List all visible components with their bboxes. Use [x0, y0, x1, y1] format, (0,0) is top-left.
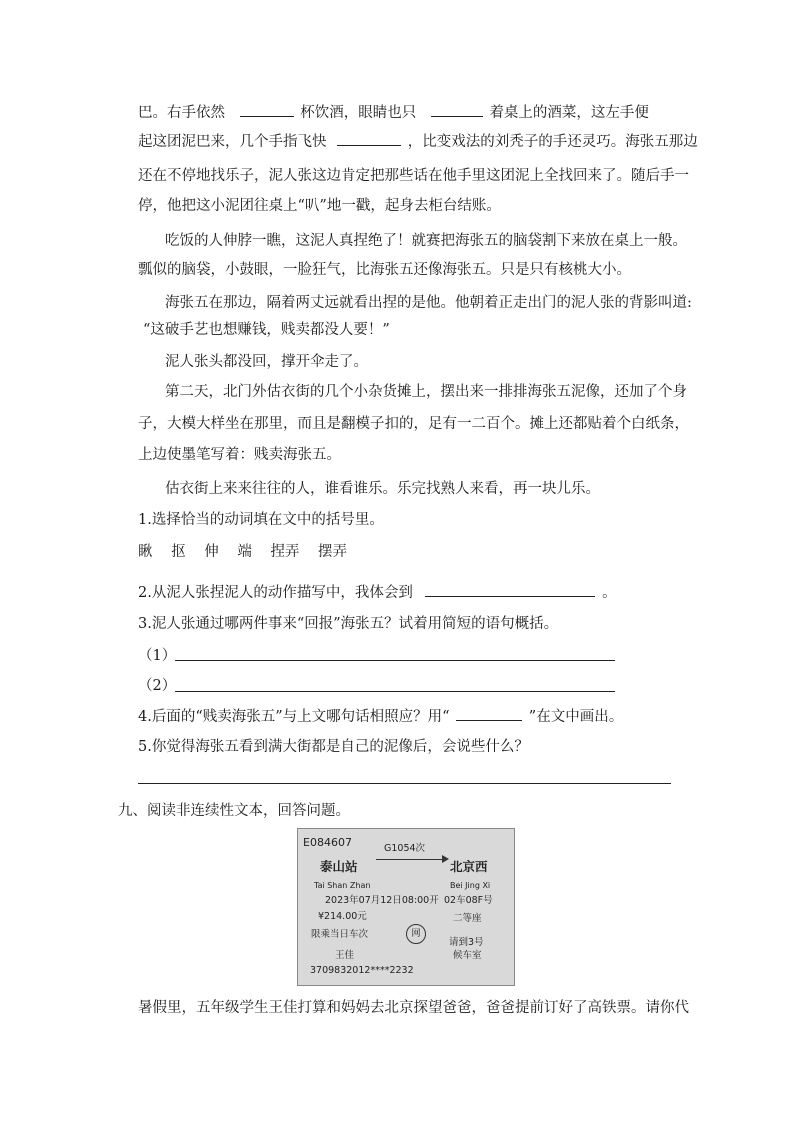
section-intro: 暑假里，五年级学生王佳打算和妈妈去北京探望爸爸，爸爸提前订好了高铁票。请你代 — [138, 1000, 689, 1016]
arrow-line — [376, 859, 444, 860]
passage-line: 停，他把这小泥团往桌上“叭”地一戳，起身去柜台结账。 — [138, 198, 501, 214]
ticket-id-number: 3709832012****2232 — [310, 965, 414, 976]
passage-line: “这破手艺也想赚钱，贱卖都没人要！” — [143, 322, 390, 338]
answer-label: （1） — [138, 648, 177, 664]
verb-option: 伸 — [204, 544, 219, 560]
ticket-limit: 限乘当日车次 — [311, 929, 369, 940]
ticket-to-station: 北京西 — [450, 859, 488, 874]
passage-line: 吃饭的人伸脖一瞧，这泥人真捏绝了！就赛把海张五的脑袋割下来放在桌上一般。 — [165, 233, 687, 249]
answer-blank[interactable] — [337, 131, 401, 146]
passage-line: 泥人张头都没回，撑开伞走了。 — [165, 354, 368, 370]
answer-line-2 — [138, 676, 678, 696]
question-4 — [138, 706, 678, 727]
passage-text: 着桌上的酒菜，这左手便 — [489, 105, 649, 121]
answer-rule-5[interactable] — [138, 783, 671, 784]
answer-rule-1[interactable] — [175, 660, 615, 661]
answer-blank[interactable] — [456, 706, 522, 721]
ticket-passenger: 王佳 — [335, 950, 355, 961]
passage-line: 海张五在那边，隔着两丈远就看出捏的是他。他朝着正走出门的泥人张的背影叫道: — [165, 295, 692, 311]
passage-line: 子，大模大样坐在那里，而且是翻模子扣的，足有一二百个。摊上还都贴着个白纸条， — [138, 416, 689, 432]
passage-line — [138, 131, 698, 152]
question-2 — [138, 582, 678, 603]
passage-line: 估衣街上来来往往的人，谁看谁乐。乐完找熟人来看，再一块儿乐。 — [165, 481, 600, 497]
ticket-to-pinyin: Bei Jing Xi — [450, 881, 491, 890]
passage-line: 上边使墨笔写着：贱卖海张五。 — [138, 447, 341, 463]
arrow-right-icon — [442, 855, 449, 863]
question-text: 2.从泥人张捏泥人的动作描写中，我体会到 — [138, 585, 413, 601]
section-heading: 九、阅读非连续性文本，回答问题。 — [118, 803, 350, 819]
passage-text: 起这团泥巴来，几个手指飞快 — [138, 134, 327, 150]
ticket-seat-class: 二等座 — [453, 913, 482, 924]
train-ticket-image — [297, 828, 515, 986]
answer-blank[interactable] — [240, 102, 294, 117]
verb-options — [138, 542, 678, 562]
ticket-net-mark: 网 — [406, 924, 426, 944]
ticket-from-pinyin: Tai Shan Zhan — [314, 881, 371, 890]
ticket-gate-line2: 候车室 — [453, 950, 482, 961]
answer-line-1 — [138, 646, 678, 666]
verb-option: 瞅 — [138, 544, 153, 560]
verb-option: 摆弄 — [318, 544, 348, 560]
passage-text: 杯饮酒，眼睛也只 — [300, 105, 417, 121]
ticket-seat: 02车08F号 — [444, 895, 493, 906]
answer-label: （2） — [138, 678, 177, 694]
passage-text: 巴。右手依然 — [138, 105, 225, 121]
question-text: ”在文中画出。 — [528, 709, 624, 725]
ticket-price: ¥214.00元 — [318, 911, 367, 922]
question-1: 1.选择恰当的动词填在文中的括号里。 — [138, 512, 384, 528]
ticket-from-station: 泰山站 — [320, 859, 358, 874]
answer-blank[interactable] — [425, 582, 595, 597]
question-text: 。 — [602, 585, 617, 601]
question-text: 4.后面的“贱卖海张五”与上文哪句话相照应？用“ — [138, 709, 450, 725]
ticket-serial: E084607 — [303, 836, 352, 849]
ticket-gate-line1: 请到3号 — [449, 937, 484, 948]
verb-option: 捏弄 — [270, 544, 300, 560]
question-3: 3.泥人张通过哪两件事来“回报”海张五？试着用简短的语句概括。 — [138, 616, 559, 632]
passage-line: 还在不停地找乐子，泥人张这边肯定把那些话在他手里这团泥上全找回来了。随后手一 — [138, 168, 689, 184]
passage-line — [138, 102, 678, 123]
answer-rule-2[interactable] — [175, 691, 615, 692]
ticket-datetime: 2023年07月12日08:00开 — [325, 895, 439, 906]
verb-option: 端 — [237, 544, 252, 560]
ticket-train-number: G1054次 — [384, 843, 426, 854]
verb-option: 抠 — [171, 544, 186, 560]
question-5: 5.你觉得海张五看到满大街都是自己的泥像后，会说些什么？ — [138, 739, 529, 755]
passage-line: 第二天，北门外估衣街的几个小杂货摊上，摆出来一排排海张五泥像，还加了个身 — [165, 384, 687, 400]
passage-text: ，比变戏法的刘秃子的手还灵巧。海张五那边 — [407, 134, 698, 150]
passage-line: 瓢似的脑袋，小鼓眼，一脸狂气，比海张五还像海张五。只是只有核桃大小。 — [138, 262, 631, 278]
answer-blank[interactable] — [431, 102, 483, 117]
